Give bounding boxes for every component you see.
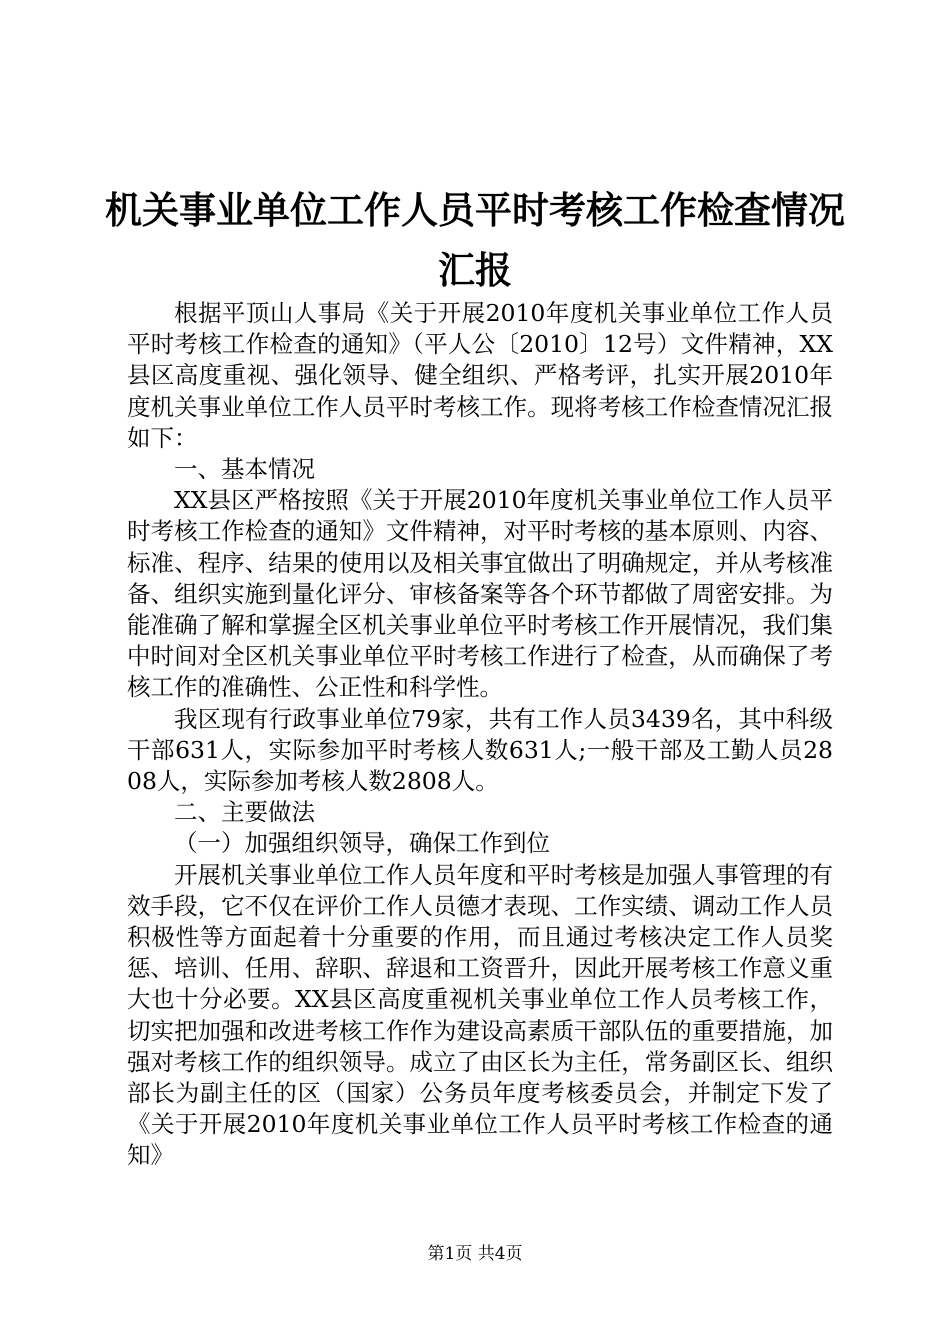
organization-paragraph: 开展机关事业单位工作人员年度和平时考核是加强人事管理的有效手段，它不仅在评价工作人员德才表现、工作实绩、调动工作人员积极性等方面起着十分重要的作用，而且通过考核决定工作人员奖惩、培训、任用、辞职、辞退和工资晋升，因此开展考核工作意义重大也十分必要。XX县区高度重视机关事业单位工作人员考核工作，切实把加强和改进考核工作作为建设高素质干部队伍的重要措施，加强对考核工作的组织领导。成立了由区长为主任，常务副区长、组织部长为副主任的区（国家）公务员年度考核委员会，并制定下发了《关于开展2010年度机关事业单位工作人员平时考核工作检查的通知》 (127, 860, 833, 1170)
basic-situation-paragraph: XX县区严格按照《关于开展2010年度机关事业单位工作人员平时考核工作检查的通知》文件精神，对平时考核的基本原则、内容、标准、程序、结果的使用以及相关事宜做出了明确规定，并从考核准备、组织实施到量化评分、审核备案等各个环节都做了周密安排。为能准确了解和掌握全区机关事业单位平时考核工作开展情况，我们集中时间对全区机关事业单位平时考核工作进行了检查，从而确保了考核工作的准确性、公正性和科学性。 (127, 486, 833, 702)
statistics-paragraph: 我区现有行政事业单位79家，共有工作人员3439名，其中科级干部631人，实际参加平时考核人数631人;一般干部及工勤人员2808人，实际参加考核人数2808人。 (127, 704, 833, 796)
section-heading-basic-situation: 一、基本情况 (174, 455, 315, 484)
document-title-line-2: 汇报 (438, 248, 512, 292)
intro-paragraph: 根据平顶山人事局《关于开展2010年度机关事业单位工作人员平时考核工作检查的通知》（平人公〔2010〕12号）文件精神，XX县区高度重视、强化领导、健全组织、严格考评，扎实开展2010年度机关事业单位工作人员平时考核工作。现将考核工作检查情况汇报如下： (127, 299, 833, 452)
section-heading-main-practices: 二、主要做法 (174, 798, 315, 827)
document-body (127, 298, 833, 1172)
page-footer: 第1页 共4页 (427, 1244, 523, 1264)
subsection-heading-organization: （一）加强组织领导，确保工作到位 (174, 829, 550, 858)
document-title-line-1: 机关事业单位工作人员平时考核工作检查情况 (105, 188, 845, 232)
